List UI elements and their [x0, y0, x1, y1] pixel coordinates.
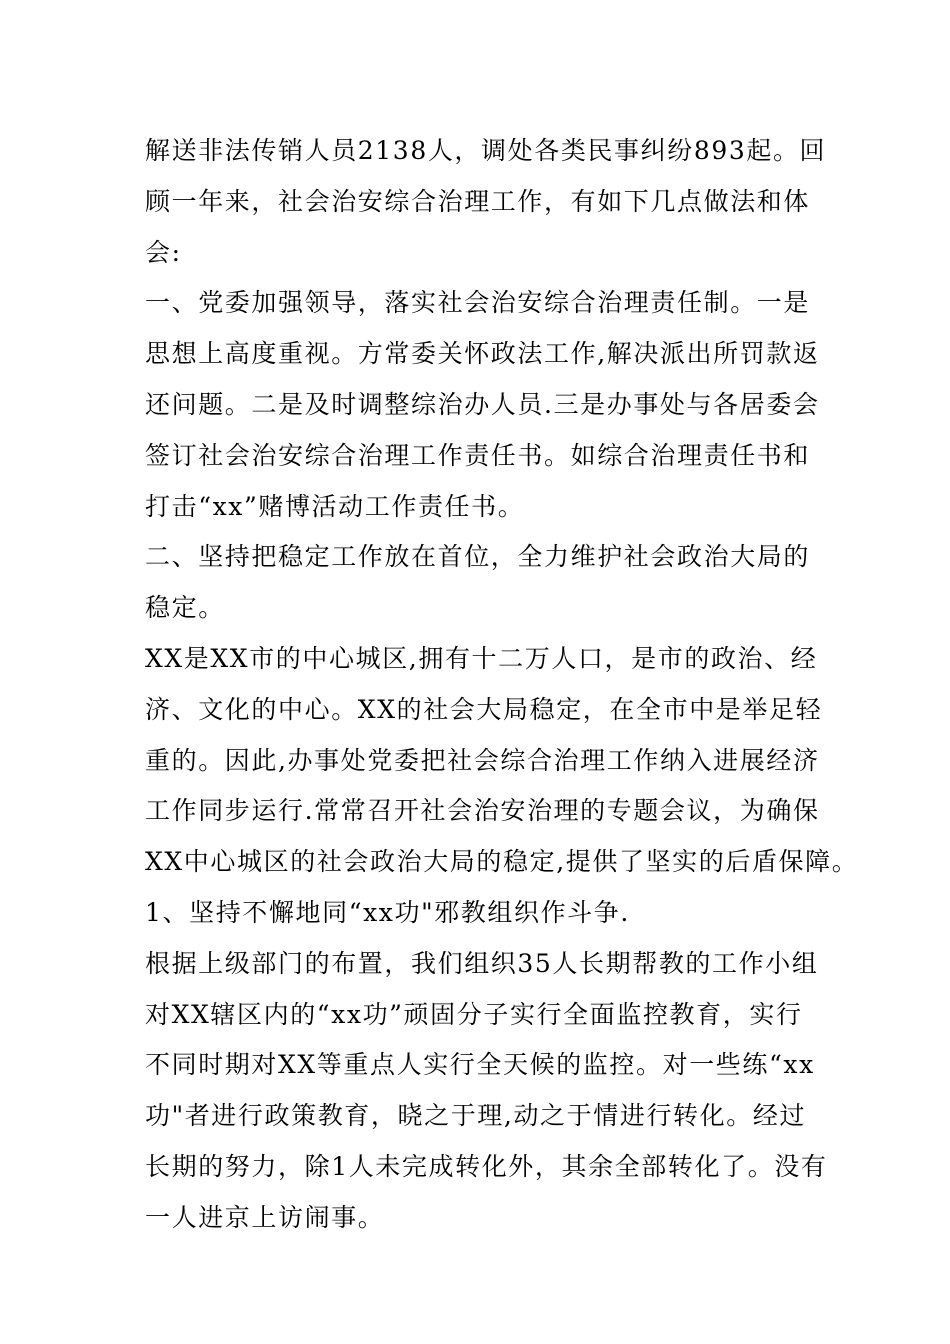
text-line: 重的。因此,办事处党委把社会综合治理工作纳入进展经济	[145, 745, 820, 775]
text-line: 顾一年来，社会治安综合治理工作，有如下几点做法和体	[145, 186, 811, 216]
text-line: 工作同步运行.常常召开社会治安治理的专题会议，为确保	[145, 796, 820, 826]
subsection-heading: 1、坚持不懈地同“xx功"邪教组织作斗争.	[145, 897, 630, 927]
text-line: 会:	[145, 237, 182, 267]
text-line: 解送非法传销人员2138人，调处各类民事纠纷893起。回	[145, 136, 827, 165]
text-line: 功"者进行政策教育，晓之于理,动之于情进行转化。经过	[145, 1101, 807, 1131]
text-line: 对XX辖区内的“xx功”顽固分子实行全面监控教育，实行	[145, 999, 803, 1029]
text-line: 一人进京上访闹事。	[145, 1202, 385, 1232]
text-line: XX是XX市的中心城区,拥有十二万人口，是市的政治、经	[145, 643, 818, 673]
text-line: 不同时期对XX等重点人实行全天候的监控。对一些练“xx	[145, 1050, 815, 1080]
section-heading: 一、党委加强领导，落实社会治安综合治理责任制。一是	[145, 288, 811, 318]
document-body	[145, 126, 859, 1244]
text-line: XX中心城区的社会政治大局的稳定,提供了坚实的后盾保障。	[145, 847, 859, 877]
text-line: 长期的努力，除1人未完成转化外，其余全部转化了。没有	[145, 1151, 828, 1181]
text-line: 济、文化的中心。XX的社会大局稳定，在全市中是举足轻	[145, 694, 823, 724]
text-line: 还问题。二是及时调整综治办人员.三是办事处与各居委会	[145, 389, 820, 419]
text-line: 签订社会治安综合治理工作责任书。如综合治理责任书和	[145, 440, 811, 470]
text-line: 思想上高度重视。方常委关怀政法工作,解决派出所罚款返	[145, 339, 820, 369]
text-line: 根据上级部门的布置，我们组织35人长期帮教的工作小组	[145, 948, 819, 978]
section-heading: 二、坚持把稳定工作放在首位，全力维护社会政治大局的	[145, 542, 811, 572]
text-line: 稳定。	[145, 593, 225, 623]
text-line: 打击“xx”赌博活动工作责任书。	[145, 491, 525, 521]
